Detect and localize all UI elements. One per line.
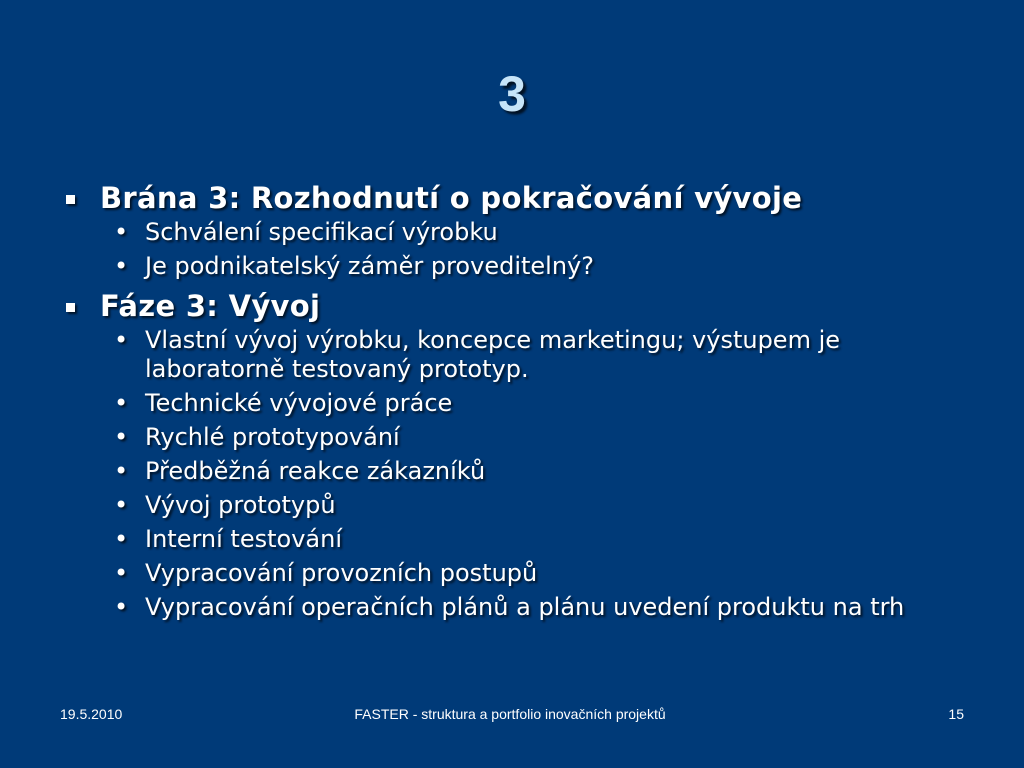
list-item-text: Je podnikatelský záměr proveditelný?	[145, 252, 594, 280]
section-1-list	[60, 218, 980, 281]
slide-content	[60, 178, 980, 627]
list-item	[60, 326, 980, 384]
footer-page-number: 15	[948, 706, 964, 722]
list-item	[60, 457, 980, 486]
dot-bullet-icon: •	[114, 252, 129, 280]
list-item-text: Rychlé prototypování	[145, 423, 400, 451]
list-item-text: Vypracování provozních postupů	[145, 559, 538, 587]
square-bullet-icon	[66, 303, 75, 312]
dot-bullet-icon: •	[114, 326, 129, 354]
dot-bullet-icon: •	[114, 525, 129, 553]
list-item-text: Vývoj prototypů	[145, 491, 336, 519]
list-item	[60, 218, 980, 247]
dot-bullet-icon: •	[114, 593, 129, 621]
dot-bullet-icon: •	[114, 491, 129, 519]
dot-bullet-icon: •	[114, 423, 129, 451]
list-item-text: Schválení specifikací výrobku	[145, 218, 498, 246]
section-heading-text: Fáze 3: Vývoj	[100, 289, 321, 323]
list-item	[60, 389, 980, 418]
list-item-text: Vlastní vývoj výrobku, koncepce marketingu; výstupem je laboratorně testovaný prototyp.	[145, 326, 841, 383]
dot-bullet-icon: •	[114, 389, 129, 417]
list-item	[60, 491, 980, 520]
list-item-text: Interní testování	[145, 525, 342, 553]
section-heading-2	[60, 286, 980, 326]
footer-date: 19.5.2010	[60, 706, 123, 722]
square-bullet-icon	[66, 195, 75, 204]
footer-title: FASTER - struktura a portfolio inovačních projektů	[354, 706, 666, 722]
section-2-list	[60, 326, 980, 622]
list-item-text: Předběžná reakce zákazníků	[145, 457, 486, 485]
section-heading-text: Brána 3: Rozhodnutí o pokračování vývoje	[100, 181, 803, 215]
dot-bullet-icon: •	[114, 457, 129, 485]
list-item	[60, 525, 980, 554]
list-item-text: Technické vývojové práce	[145, 389, 453, 417]
list-item-text: Vypracování operačních plánů a plánu uvedení produktu na trh	[145, 593, 905, 621]
list-item	[60, 423, 980, 452]
dot-bullet-icon: •	[114, 218, 129, 246]
dot-bullet-icon: •	[114, 559, 129, 587]
section-heading-1	[60, 178, 980, 218]
slide-title: 3	[498, 66, 526, 122]
list-item	[60, 252, 980, 281]
list-item	[60, 559, 980, 588]
list-item	[60, 593, 980, 622]
